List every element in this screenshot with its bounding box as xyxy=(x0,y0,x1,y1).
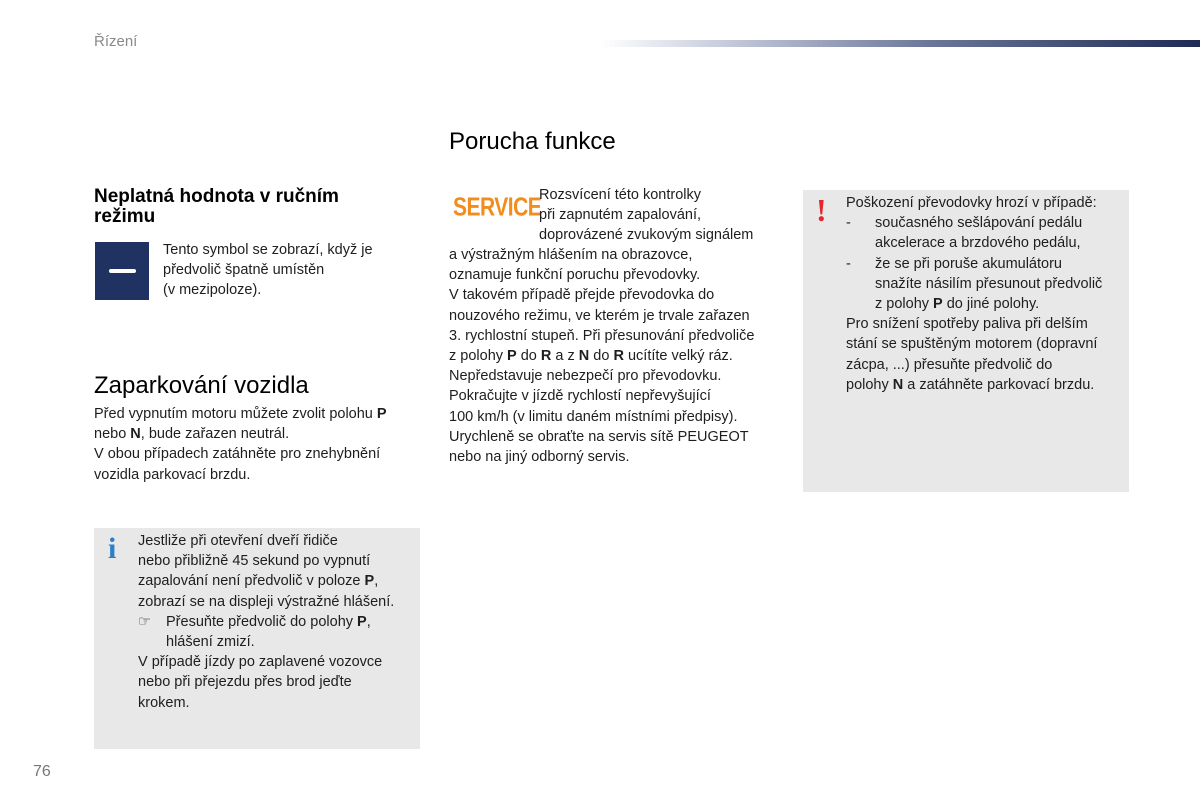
info-box-bullet-row xyxy=(138,612,420,652)
service-warning-icon: SERVICE xyxy=(453,193,542,222)
text-line: V obou případech zatáhněte pro znehybnění xyxy=(94,446,381,463)
malfunction-title: Porucha funkce xyxy=(449,128,616,155)
text-line: Urychleně se obraťte na servis sítě PEUGEOT xyxy=(449,428,749,445)
text-line: předvolič špatně umístěn xyxy=(163,262,325,279)
warning-exclamation-icon: ! xyxy=(816,192,827,228)
text-line: nebo při přejezdu přes brod jeďte xyxy=(138,674,352,691)
text-line: z polohy P do R a z N do R ucítíte velký ráz. xyxy=(449,348,733,365)
list-dash: - xyxy=(846,215,851,232)
text-line: Rozsvícení této kontrolky xyxy=(539,187,701,203)
text-line: nebo na jiný odborný servis. xyxy=(449,449,630,466)
text-line: nouzového režimu, ve kterém je trvale zařazen xyxy=(449,307,750,324)
invalid-value-title: Neplatná hodnota v ručním režimu xyxy=(94,186,339,227)
text-line: Tento symbol se zobrazí, když je xyxy=(163,242,373,258)
info-box-bullet-text xyxy=(166,612,371,652)
text-line: Přesuňte předvolič do polohy P, xyxy=(166,613,371,630)
text-line: zobrazí se na displeji výstražné hlášení. xyxy=(138,593,395,610)
text-line: vozidla parkovací brzdu. xyxy=(94,466,251,483)
invalid-value-text xyxy=(163,240,373,301)
text-line: Jestliže při otevření dveří řidiče xyxy=(138,533,338,549)
text-line: oznamuje funkční poruchu převodovky. xyxy=(449,267,701,284)
info-box-text-2 xyxy=(138,652,420,713)
text-line: 100 km/h (v limitu daném místními předpisy). xyxy=(449,408,738,425)
text-line: polohy N a zatáhněte parkovací brzdu. xyxy=(846,376,1095,393)
text-line: Pokračujte v jízdě rychlostí nepřevyšující xyxy=(449,388,711,405)
malfunction-icon-text xyxy=(539,185,753,246)
warning-list-item xyxy=(846,213,1129,253)
parking-title: Zaparkování vozidla xyxy=(94,372,309,399)
warning-box xyxy=(803,190,1129,492)
header-gradient-bar xyxy=(600,40,1200,47)
info-icon: i xyxy=(108,532,117,565)
text-line: Nepředstavuje nebezpečí pro převodovku. xyxy=(449,368,722,385)
text-line: doprovázené zvukovým signálem xyxy=(539,227,754,244)
text-line: hlášení zmizí. xyxy=(166,634,255,651)
text-line: V takovém případě přejde převodovka do xyxy=(449,287,715,304)
info-box xyxy=(94,528,420,749)
text-line: a výstražným hlášením na obrazovce, xyxy=(449,247,693,263)
parking-text xyxy=(94,404,387,485)
text-line: současného sešlápování pedálu xyxy=(875,215,1083,232)
list-dash: - xyxy=(846,255,851,272)
page-number: 76 xyxy=(33,763,51,780)
malfunction-text xyxy=(449,245,754,467)
text-line: stání se spuštěným motorem (dopravní xyxy=(846,336,1098,353)
text-line: při zapnutém zapalování, xyxy=(539,207,702,224)
warning-text xyxy=(846,314,1129,395)
text-line: akcelerace a brzdového pedálu, xyxy=(875,235,1081,252)
text-line: snažíte násilím přesunout předvolič xyxy=(875,275,1103,292)
warning-items xyxy=(846,213,1129,314)
info-box-text xyxy=(138,531,420,612)
text-line: Před vypnutím motoru můžete zvolit polohu P xyxy=(94,406,387,422)
text-line: zapalování není předvolič v poloze P, xyxy=(138,573,379,590)
text-line: že se při poruše akumulátoru xyxy=(875,255,1062,272)
text-line: z polohy P do jiné polohy. xyxy=(875,296,1040,313)
warning-list-text xyxy=(875,254,1102,315)
warning-intro: Poškození převodovky hrozí v případě: xyxy=(846,195,1097,211)
text-line: (v mezipoloze). xyxy=(163,282,262,299)
gear-position-dash-icon xyxy=(95,242,149,300)
warning-list-text xyxy=(875,213,1082,253)
text-line: zácpa, ...) přesuňte předvolič do xyxy=(846,356,1053,373)
warning-list-item xyxy=(846,254,1129,315)
text-line: V případě jízdy po zaplavené vozovce xyxy=(138,654,383,671)
text-line: Pro snížení spotřeby paliva při delším xyxy=(846,316,1088,333)
text-line: nebo N, bude zařazen neutrál. xyxy=(94,426,290,443)
text-line: krokem. xyxy=(138,694,190,711)
section-header: Řízení xyxy=(94,33,138,50)
text-line: nebo přibližně 45 sekund po vypnutí xyxy=(138,553,371,570)
text-line: 3. rychlostní stupeň. Při přesunování předvoliče xyxy=(449,327,755,344)
bullet-hand-icon: ☞ xyxy=(138,613,151,630)
